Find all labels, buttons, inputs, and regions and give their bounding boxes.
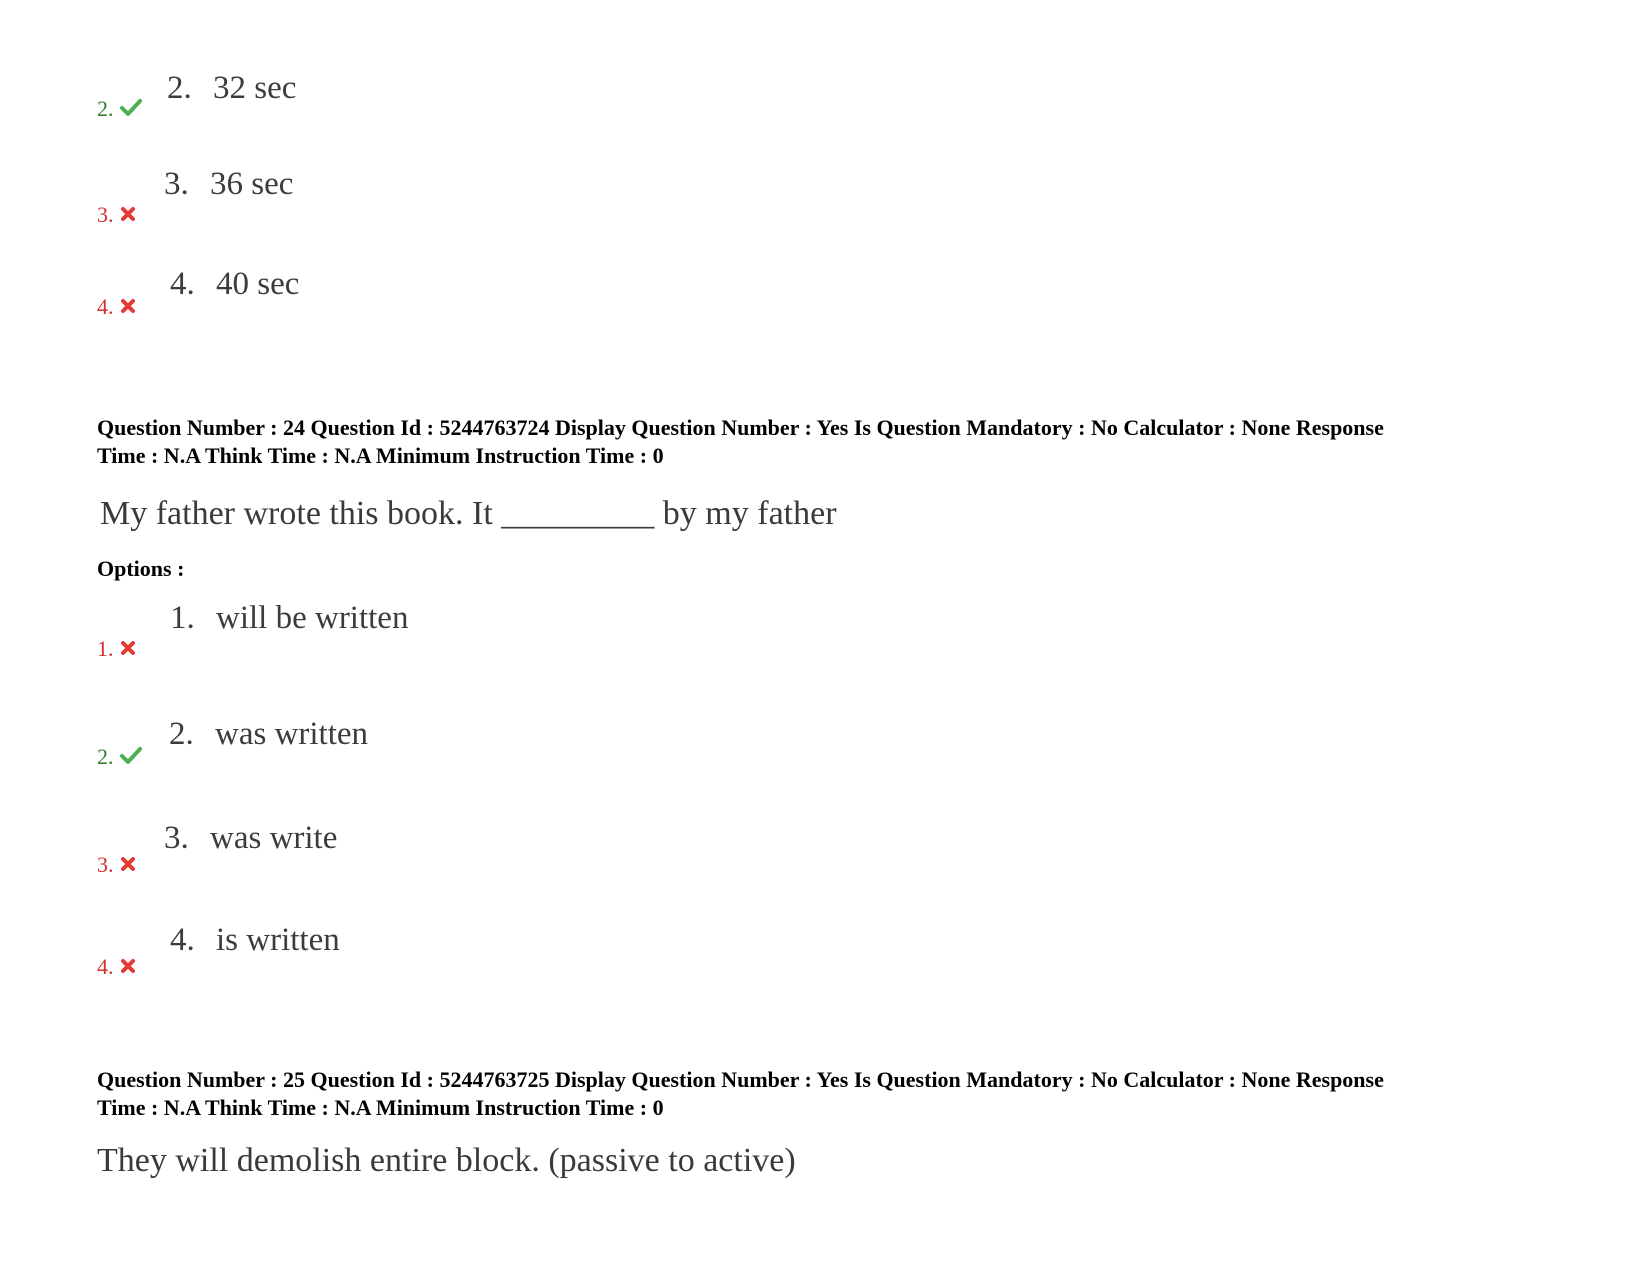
cross-icon (120, 856, 136, 872)
check-icon (120, 746, 142, 764)
meta-line-2: Time : N.A Think Time : N.A Minimum Instruction Time : 0 (97, 1095, 664, 1120)
option-mark: 2. (97, 746, 142, 768)
meta-line-1: Question Number : 24 Question Id : 5244763724 Display Question Number : Yes Is Question Mandatory : No Calculator : None Response (97, 415, 1384, 440)
option-image-text: 2. 32 sec (167, 70, 297, 106)
question-25-meta (97, 1066, 1577, 1122)
meta-line-1: Question Number : 25 Question Id : 5244763725 Display Question Number : Yes Is Question Mandatory : No Calculator : None Response (97, 1067, 1384, 1092)
option-mark: 4. (97, 296, 136, 318)
option-mark: 1. (97, 638, 136, 660)
option-image-text: 1. will be written (170, 600, 409, 636)
option-image-text: 4. is written (170, 922, 340, 958)
question-25-text: They will demolish entire block. (passive to active) (97, 1142, 796, 1179)
option-mark: 4. (97, 956, 136, 978)
question-24-meta (97, 414, 1577, 470)
option-image-text: 3. 36 sec (164, 166, 294, 202)
option-mark: 2. (97, 98, 142, 120)
option-image-text: 2. was written (169, 716, 369, 752)
cross-icon (120, 206, 136, 222)
meta-line-2: Time : N.A Think Time : N.A Minimum Instruction Time : 0 (97, 443, 664, 468)
cross-icon (120, 958, 136, 974)
option-image-text: 3. was write (164, 820, 338, 856)
cross-icon (120, 640, 136, 656)
option-image-text: 4. 40 sec (170, 266, 300, 302)
option-mark: 3. (97, 854, 136, 876)
check-icon (120, 98, 142, 116)
question-24-text: My father wrote this book. It _________ by my father (100, 495, 837, 532)
cross-icon (120, 298, 136, 314)
options-label: Options : (97, 556, 185, 581)
option-mark: 3. (97, 204, 136, 226)
